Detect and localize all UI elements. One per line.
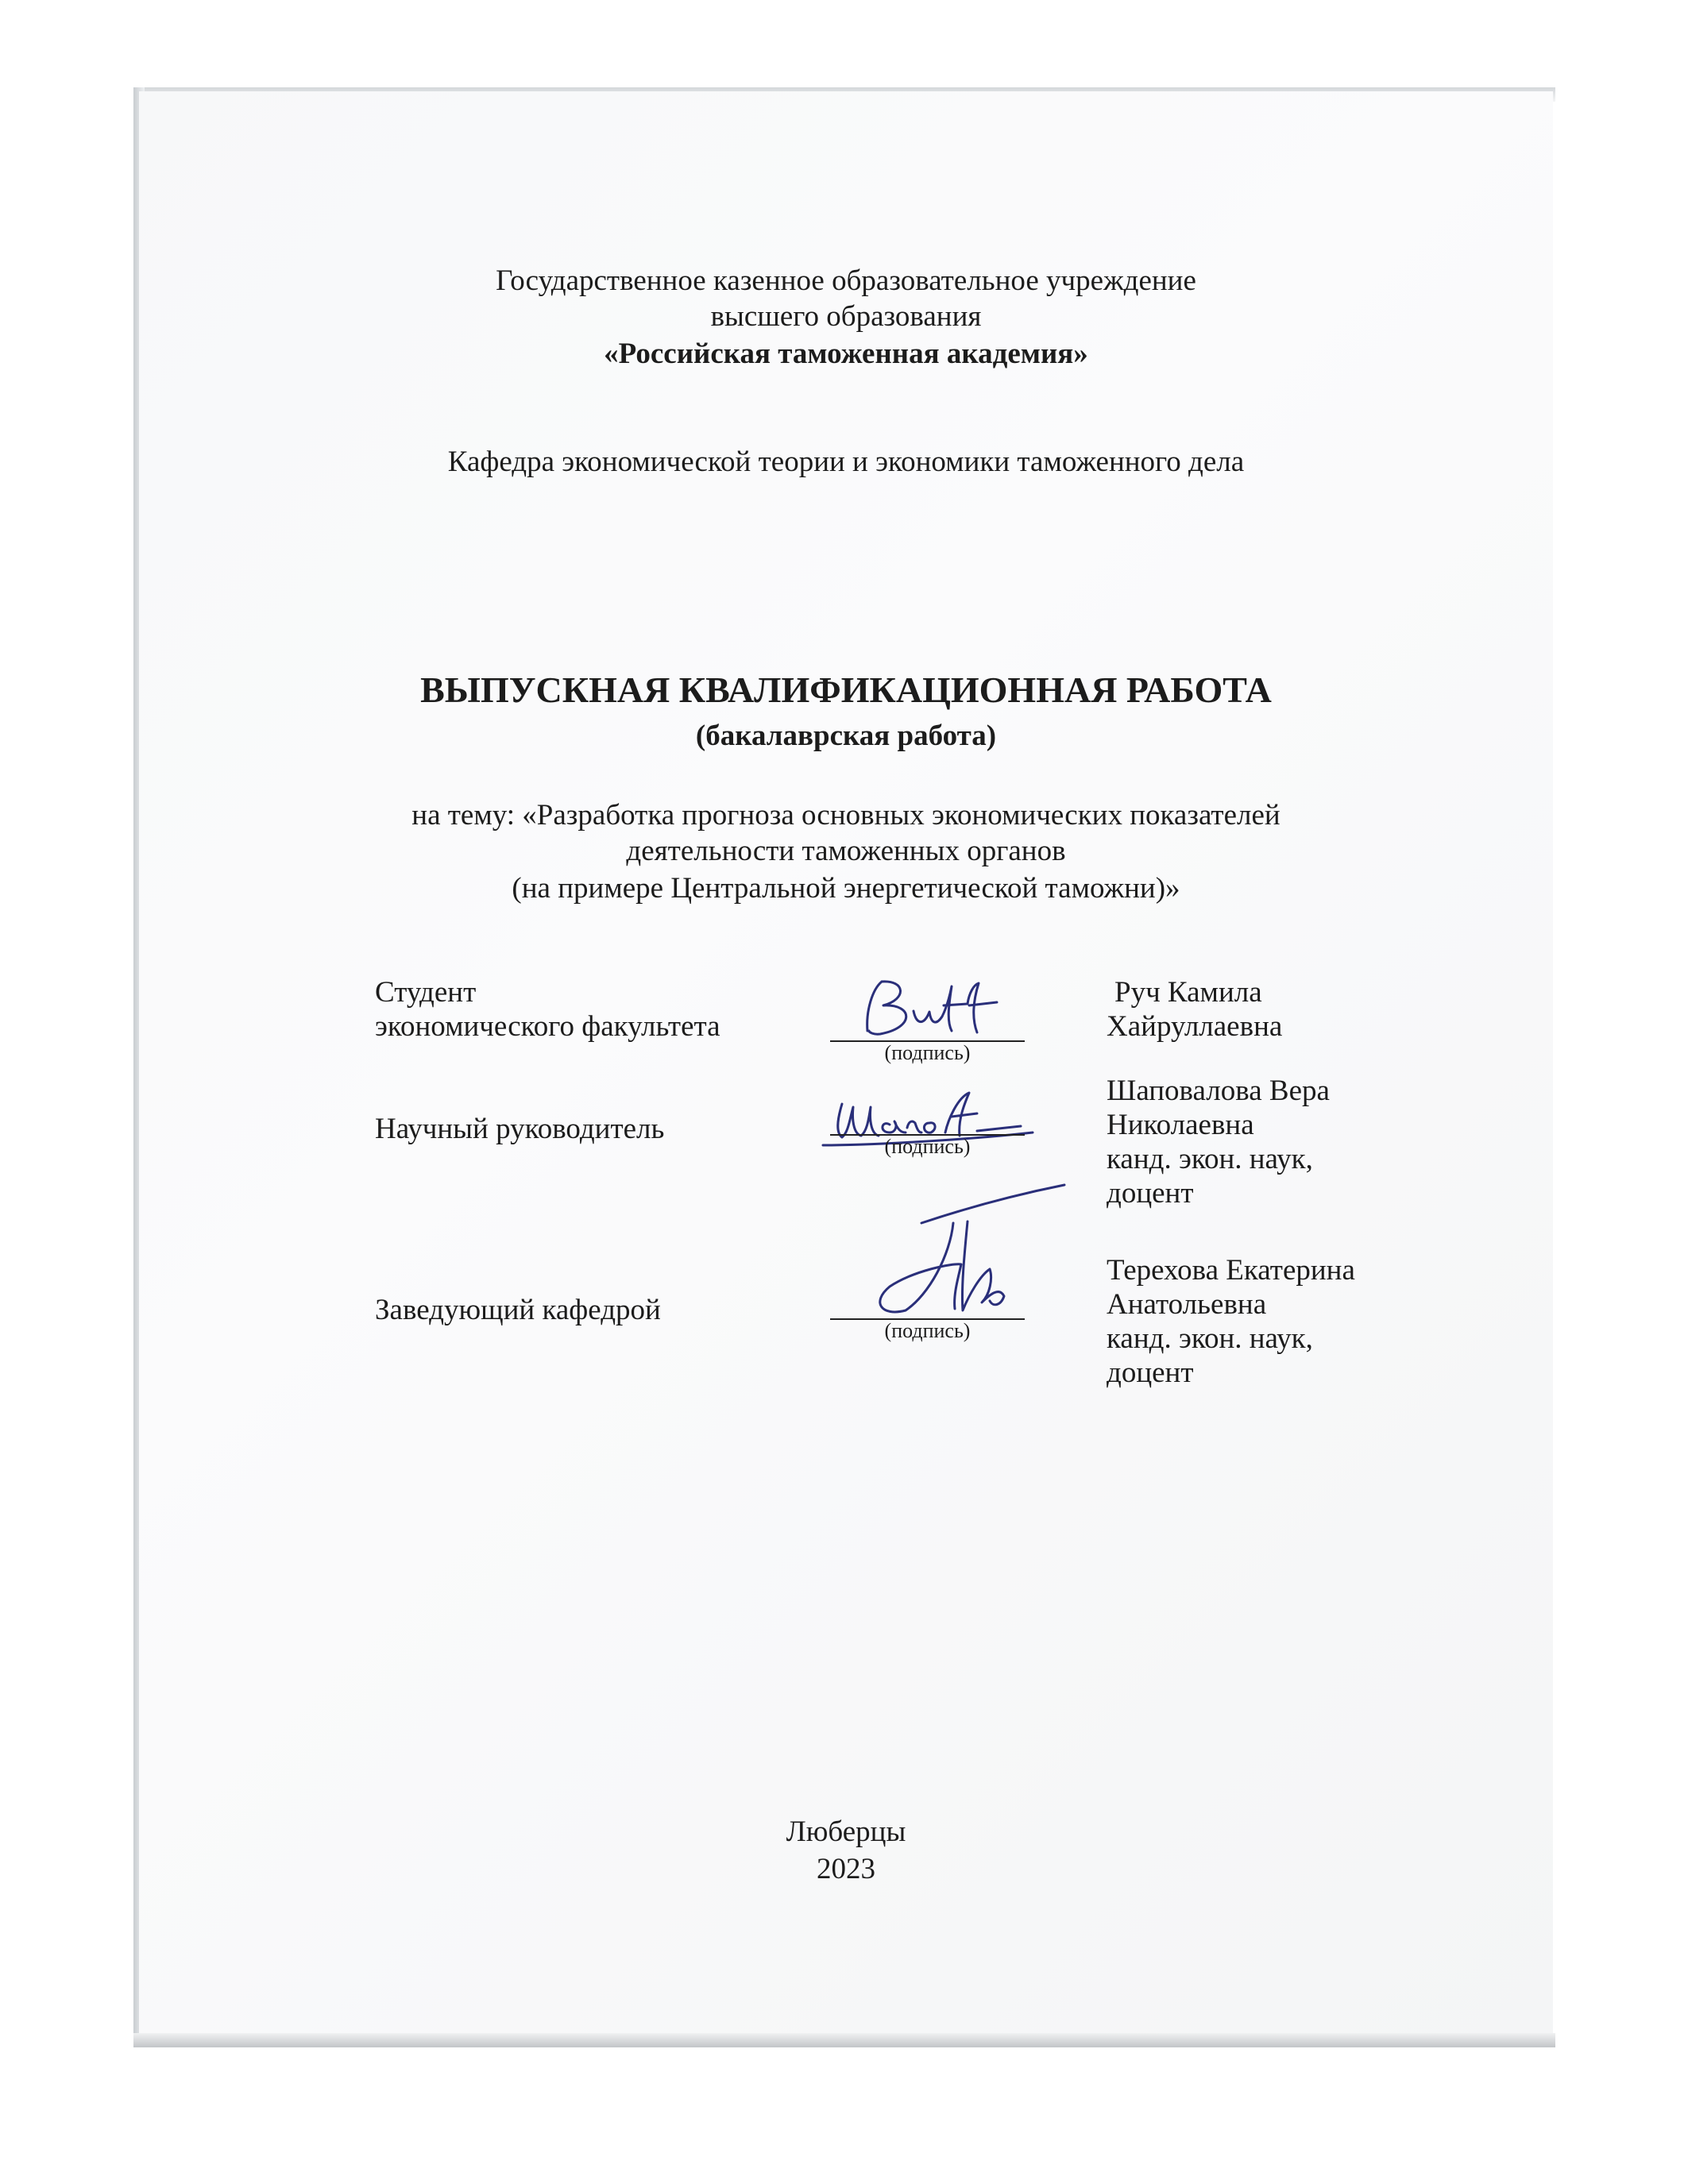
head-name-line-1: Терехова Екатерина <box>1107 1254 1355 1287</box>
supervisor-name-line-1: Шаповалова Вера <box>1107 1075 1330 1107</box>
student-role-line-1: Студент <box>375 976 477 1009</box>
student-role-label <box>375 975 720 1044</box>
head-role-label: Заведующий кафедрой <box>375 1294 661 1326</box>
student-name <box>1107 975 1282 1044</box>
head-title: доцент <box>1107 1356 1194 1389</box>
topic-line-1: на тему: «Разработка прогноза основных экономических показателей <box>411 799 1280 832</box>
year: 2023 <box>817 1853 875 1885</box>
document-subtitle: (бакалаврская работа) <box>695 720 997 752</box>
supervisor-signature-caption: (подпись) <box>884 1135 971 1158</box>
student-name-line-2: Хайруллаевна <box>1107 1010 1283 1043</box>
topic-line-3: (на примере Центральной энергетической таможни)» <box>512 872 1180 905</box>
city-name: Люберцы <box>786 1815 906 1848</box>
paper-sheet <box>139 91 1553 2041</box>
supervisor-name <box>1107 1074 1330 1210</box>
institution-line-1: Государственное казенное образовательное учреждение <box>496 264 1196 297</box>
supervisor-name-line-2: Николаевна <box>1107 1109 1254 1141</box>
student-role-line-2: экономического факультета <box>375 1010 720 1043</box>
supervisor-title: доцент <box>1107 1177 1194 1210</box>
department-name: Кафедра экономической теории и экономики таможенного дела <box>447 446 1245 478</box>
supervisor-degree: канд. экон. наук, <box>1107 1143 1313 1175</box>
head-signature-caption: (подпись) <box>884 1319 971 1342</box>
head-degree: канд. экон. наук, <box>1107 1322 1313 1355</box>
institution-line-2: высшего образования <box>710 300 982 333</box>
supervisor-role-label: Научный руководитель <box>375 1113 665 1145</box>
head-name <box>1107 1253 1355 1390</box>
student-name-line-1: Руч Камила <box>1114 976 1262 1009</box>
scan-edge-bottom <box>133 2033 1555 2047</box>
student-signature-caption: (подпись) <box>884 1041 971 1064</box>
document-title: ВЫПУСКНАЯ КВАЛИФИКАЦИОННАЯ РАБОТА <box>420 669 1272 710</box>
institution-name: «Российская таможенная академия» <box>604 338 1088 370</box>
head-name-line-2: Анатольевна <box>1107 1288 1267 1321</box>
topic-line-2: деятельности таможенных органов <box>626 835 1066 867</box>
